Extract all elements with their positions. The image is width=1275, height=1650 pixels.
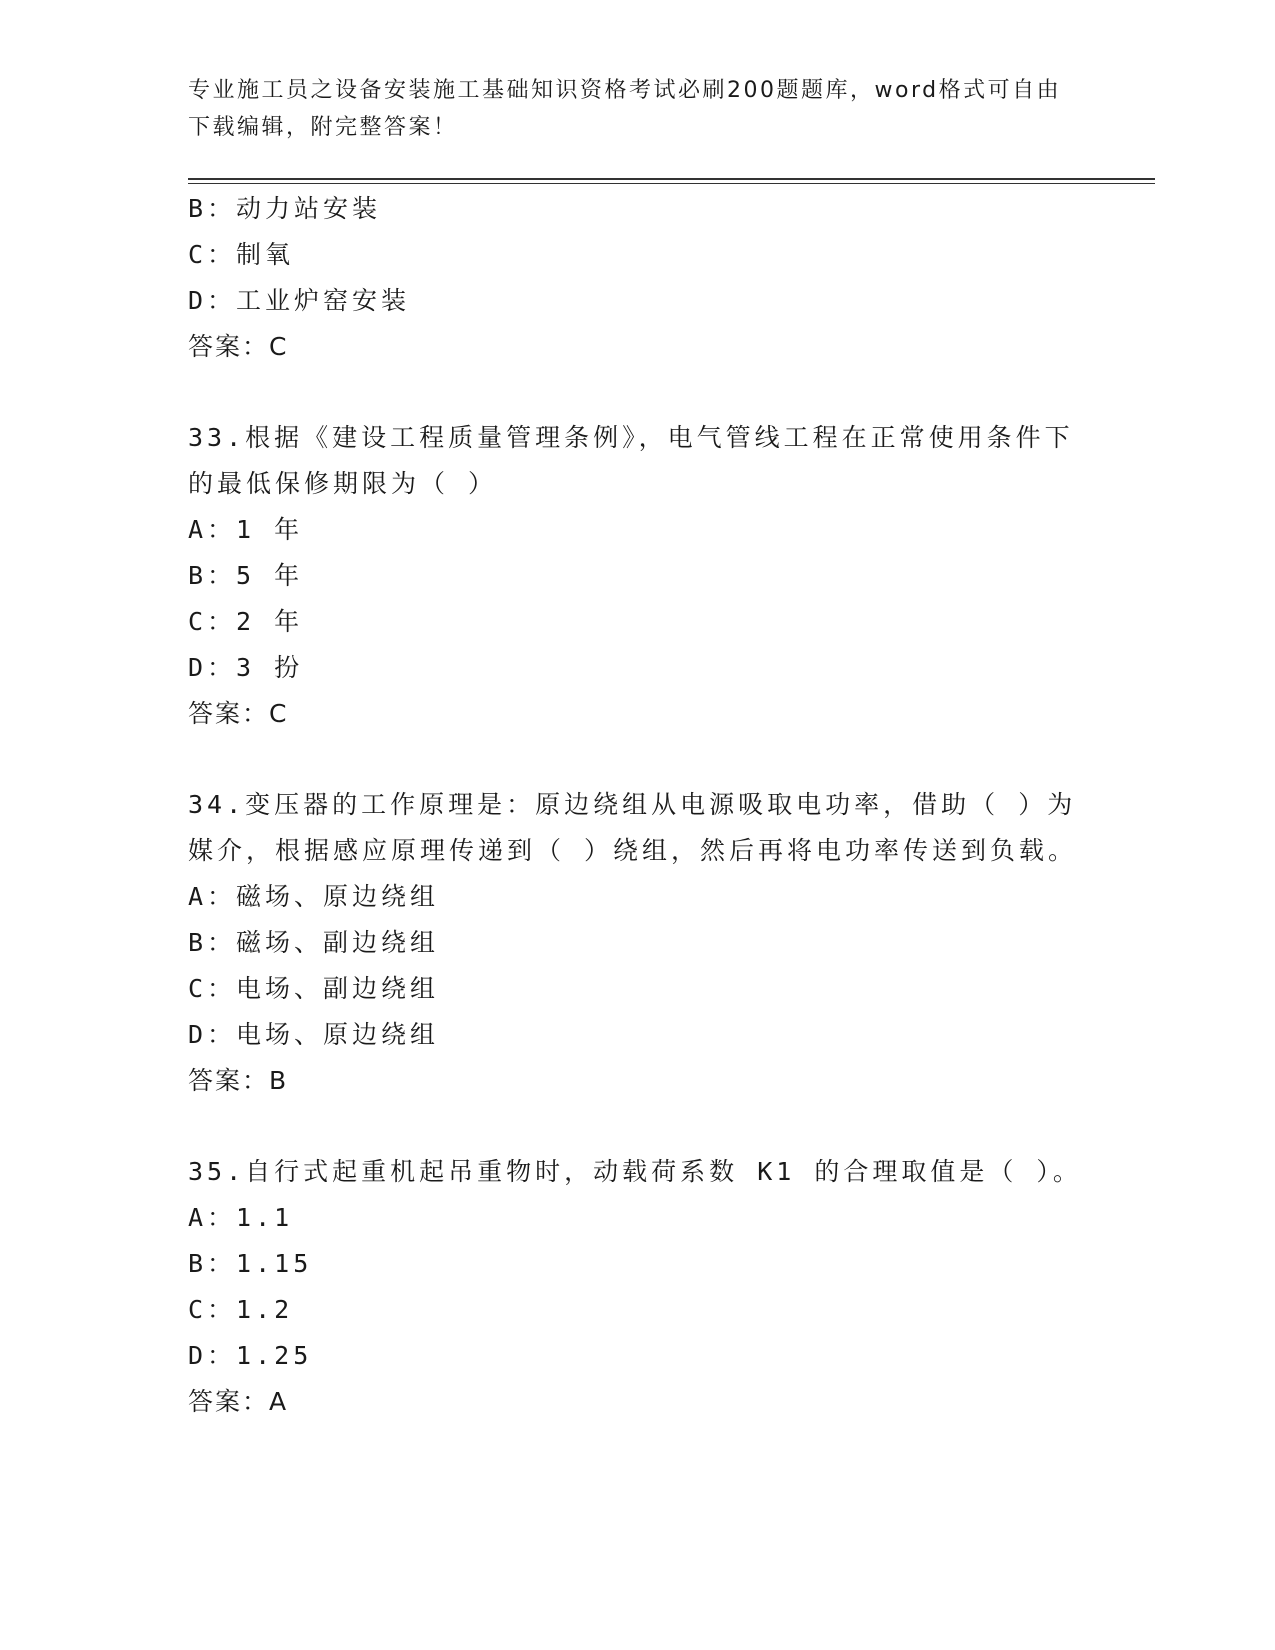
header-line-1: 专业施工员之设备安装施工基础知识资格考试必刷200题题库，word格式可自由 [188, 78, 1062, 103]
option-c: C：电场、副边绕组 [188, 974, 440, 1003]
question-stem-line-1: 34.变压器的工作原理是：原边绕组从电源吸取电功率，借助（ ）为 [188, 790, 1077, 819]
option-b: B：1.15 [188, 1249, 313, 1278]
question-stem-line-2: 媒介，根据感应原理传递到（ ）绕组，然后再将电功率传送到负载。 [188, 836, 1078, 865]
option-a: A：1.1 [188, 1203, 294, 1232]
question-33 [188, 415, 1088, 737]
question-stem-line-1: 33.根据《建设工程质量管理条例》，电气管线工程在正常使用条件下 [188, 423, 1074, 452]
option-a: A：1 年 [188, 515, 304, 544]
question-gap [188, 737, 1088, 782]
header-divider-thin [188, 183, 1155, 184]
question-list [188, 186, 1088, 1425]
question-stem-line-1: 35.自行式起重机起吊重物时，动载荷系数 K1 的合理取值是（ ）。 [188, 1157, 1082, 1186]
option-d: D：电场、原边绕组 [188, 1020, 440, 1049]
option-d: D：工业炉窑安装 [188, 286, 411, 315]
question-34 [188, 782, 1088, 1104]
question-stem-line-2: 的最低保修期限为（ ） [188, 469, 498, 498]
option-a: A：磁场、原边绕组 [188, 882, 440, 911]
header-divider-thick [188, 178, 1155, 180]
question-gap [188, 370, 1088, 415]
option-b: B：5 年 [188, 561, 304, 590]
header-line-2: 下载编辑，附完整答案！ [188, 115, 458, 140]
answer-line: 答案：C [188, 699, 289, 728]
option-c: C：2 年 [188, 607, 304, 636]
option-d: D：3 扮 [188, 653, 304, 682]
option-c: C：制氧 [188, 240, 295, 269]
question-gap [188, 1104, 1088, 1149]
answer-line: 答案：A [188, 1387, 289, 1416]
option-c: C：1.2 [188, 1295, 294, 1324]
answer-line: 答案：B [188, 1066, 289, 1095]
option-b: B：动力站安装 [188, 194, 382, 223]
document-header [188, 72, 1088, 146]
option-d: D：1.25 [188, 1341, 313, 1370]
option-b: B：磁场、副边绕组 [188, 928, 440, 957]
answer-line: 答案：C [188, 332, 289, 361]
question-32 [188, 186, 1088, 370]
question-35 [188, 1149, 1088, 1425]
